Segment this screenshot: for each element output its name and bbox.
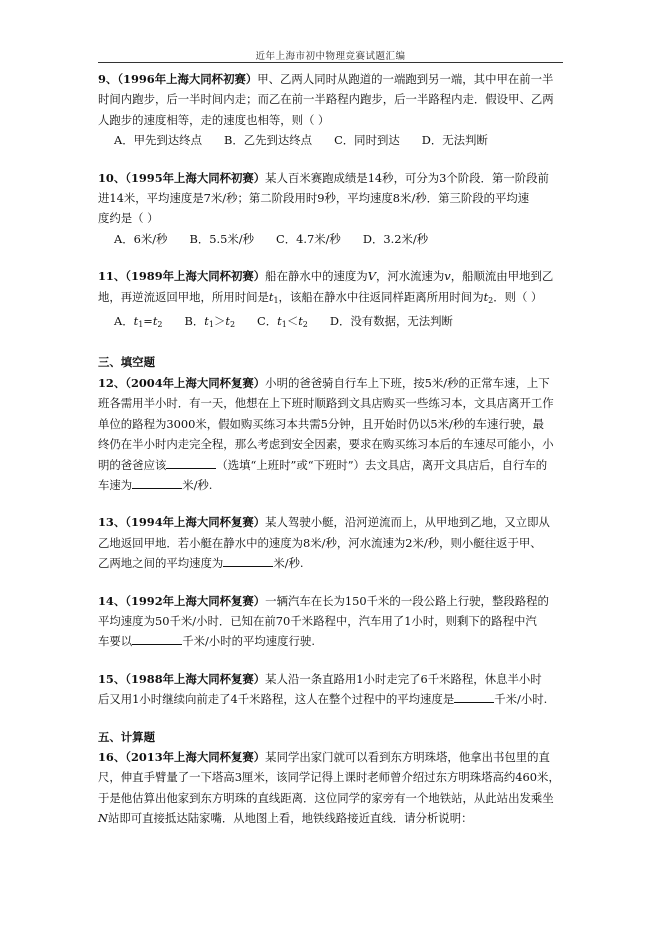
question-text: 某同学出家门就可以看到东方明珠塔，他拿出书包里的直 xyxy=(265,749,550,764)
question-source: （1992年上海大同杯复赛） xyxy=(125,593,266,608)
question-10-line-2: 进14米，平均速度是7米/秒；第二阶段用时9秒，平均速度8米/秒．第三阶段的平均速 xyxy=(98,191,530,206)
option-a xyxy=(114,311,163,335)
answer-blank[interactable] xyxy=(454,689,494,703)
section-heading-fill-in: 三、填空题 xyxy=(98,355,155,370)
relation-sign: = xyxy=(143,314,153,329)
question-text: 明的爸爸应该 xyxy=(98,457,167,472)
question-11-line-1 xyxy=(98,266,568,286)
option-c xyxy=(257,311,308,335)
question-15-line-2 xyxy=(98,689,568,709)
question-16 xyxy=(98,747,568,829)
option-label: C． xyxy=(257,314,278,329)
question-source: （2004年上海大同杯复赛） xyxy=(125,375,266,390)
question-number: 14、 xyxy=(98,593,126,608)
question-text: 某人百米赛跑成绩是14秒，可分为3个阶段．第一阶段前 xyxy=(265,170,549,185)
subscript: 1 xyxy=(273,295,279,305)
question-source: （2013年上海大同杯复赛） xyxy=(125,749,266,764)
question-text: 甲、乙两人同时从跑道的一端跑到另一端，其中甲在前一半 xyxy=(257,72,554,86)
question-16-line-3: 于是他估算出他家到东方明珠的直线距离．这位同学的家旁有一个地铁站，从此站出发乘坐 xyxy=(98,790,554,805)
question-14-line-2: 平均速度为50千米/小时．已知在前70千米路程中，汽车用了1小时，则剩下的路程中汽 xyxy=(98,613,537,628)
option-c: C．同时到达 xyxy=(334,133,400,148)
option-b: B．乙先到达终点 xyxy=(223,133,313,148)
question-text: 船在静水中的速度为 xyxy=(265,269,368,284)
question-number: 15、 xyxy=(98,671,126,686)
question-number: 10、 xyxy=(98,170,126,185)
question-text: 站即可直接抵达陆家嘴．从地图上看，地铁线路接近直线．请分析说明： xyxy=(107,811,473,826)
question-10-line-1 xyxy=(98,168,568,188)
answer-blank[interactable] xyxy=(132,475,182,489)
subscript: 2 xyxy=(302,320,308,330)
question-text: ，该船在静水中往返同样距离所用时间为 xyxy=(278,289,484,304)
question-15-line-1 xyxy=(98,669,568,689)
question-text: 后又用1小时继续向前走了4千米路程，这人在整个过程中的平均速度是 xyxy=(98,692,455,707)
question-10-line-3: 度约是（ ） xyxy=(98,211,159,226)
question-16-line-2: 尺，伸直手臂量了一下塔高3厘米，该同学记得上课时老师曾介绍过东方明珠塔高约460米， xyxy=(98,770,560,785)
question-text: （选填“上班时”或“下班时”）去文具店，离开文具店后，自行车的 xyxy=(216,457,548,472)
question-number: 12、 xyxy=(98,375,126,390)
symbol-t: t xyxy=(225,314,230,329)
question-14 xyxy=(98,591,568,652)
question-text: 车速为 xyxy=(98,477,133,492)
question-text: ．则（ ） xyxy=(493,289,543,304)
question-text: 乙两地之间的平均速度为 xyxy=(98,556,224,571)
page-header: 近年上海市初中物理竞赛试题汇编 xyxy=(255,51,406,62)
question-text: 某人驾驶小艇，沿河逆流而上，从甲地到乙地，又立即从 xyxy=(265,515,550,530)
question-text: ，船顺流由甲地到乙 xyxy=(450,269,554,284)
question-12-line-6 xyxy=(98,475,568,495)
option-b xyxy=(185,311,236,335)
answer-blank[interactable] xyxy=(132,631,182,645)
symbol-N: N xyxy=(98,811,108,826)
option-a: A．甲先到达终点 xyxy=(114,133,202,148)
option-a: A．6米/秒 xyxy=(114,231,168,246)
question-9-options xyxy=(98,130,568,150)
question-text: 地，再逆流返回甲地，所用时间是 xyxy=(98,289,269,304)
question-11 xyxy=(98,266,568,335)
question-text: 一辆汽车在长为150千米的一段公路上行驶，整段路程的 xyxy=(265,593,549,608)
question-14-line-1 xyxy=(98,591,568,611)
question-16-line-4 xyxy=(98,808,568,828)
question-9-line-3: 人跑步的速度相等，走的速度也相等，则（ ） xyxy=(98,112,330,127)
question-13-line-2: 乙地返回甲地．若小艇在静水中的速度为8米/秒，河水流速为2米/秒，则小艇往返于甲、 xyxy=(98,535,542,550)
question-13-line-1 xyxy=(98,512,568,532)
question-text: ，河水流速为 xyxy=(375,269,445,284)
relation-sign: ＜ xyxy=(286,314,299,329)
subscript: 2 xyxy=(157,320,163,330)
option-d: D．无法判断 xyxy=(421,133,488,148)
document-body xyxy=(98,69,568,829)
question-12-line-4: 终仍在半小时内走完全程，那么考虑到安全因素，要求在购买练习本后的车速尽可能小，小 xyxy=(98,437,554,452)
answer-blank[interactable] xyxy=(166,455,216,469)
question-11-options xyxy=(98,311,568,335)
question-15 xyxy=(98,669,568,710)
question-number: 13、 xyxy=(98,515,126,530)
symbol-t: t xyxy=(152,314,158,329)
relation-sign: ＞ xyxy=(213,314,226,329)
question-14-line-3 xyxy=(98,631,568,651)
question-number: 16、 xyxy=(98,749,126,764)
subscript: 1 xyxy=(208,320,214,330)
question-12-line-3: 单位的路程为3000米，假如购买练习本共需5分钟，且开始时仍以5米/秒的车速行驶，最 xyxy=(98,416,544,431)
question-12 xyxy=(98,373,568,495)
option-b: B．5.5米/秒 xyxy=(189,231,254,246)
question-text: 千米/小时. xyxy=(494,692,548,707)
question-number: 11、 xyxy=(98,269,126,284)
question-10-options xyxy=(98,229,568,249)
question-text: 千米/小时的平均速度行驶. xyxy=(182,634,315,649)
question-text: 米/秒. xyxy=(182,477,213,492)
question-source: （1994年上海大同杯复赛） xyxy=(125,515,266,530)
answer-blank[interactable] xyxy=(223,553,273,567)
option-d: D．没有数据，无法判断 xyxy=(329,314,453,329)
subscript: 1 xyxy=(138,320,144,330)
subscript: 2 xyxy=(229,320,236,330)
section-heading-calculation: 五、计算题 xyxy=(98,729,155,744)
symbol-t: t xyxy=(268,289,274,304)
question-text: 小明的爸爸骑自行车上下班，按5米/秒的正常车速，上下 xyxy=(265,375,550,390)
question-text: 米/秒. xyxy=(273,556,304,571)
symbol-t: t xyxy=(277,314,282,329)
question-12-line-2: 班各需用半小时．有一天，他想在上下班时顺路到文具店购买一些练习本，文具店离开工作 xyxy=(98,396,554,411)
header-divider xyxy=(98,62,563,63)
symbol-t: t xyxy=(133,314,139,329)
subscript: 2 xyxy=(488,295,494,305)
question-11-line-2 xyxy=(98,287,568,311)
question-source: （1996年上海大同杯初赛） xyxy=(117,72,258,86)
question-9-line-1 xyxy=(98,69,568,89)
option-label: A． xyxy=(114,314,134,329)
question-16-line-1 xyxy=(98,747,568,767)
question-12-line-5 xyxy=(98,455,568,475)
question-number: 9、 xyxy=(98,72,118,86)
symbol-t: t xyxy=(483,289,489,304)
symbol-t: t xyxy=(298,314,303,329)
option-label: B． xyxy=(184,314,205,329)
question-source: （1989年上海大同杯初赛） xyxy=(125,269,266,284)
question-13-line-3 xyxy=(98,553,568,573)
question-13 xyxy=(98,512,568,573)
subscript: 1 xyxy=(281,320,287,330)
symbol-v: v xyxy=(444,269,451,284)
question-source: （1988年上海大同杯复赛） xyxy=(125,671,266,686)
question-text: 车要以 xyxy=(98,634,133,649)
symbol-V: V xyxy=(367,269,376,284)
symbol-t: t xyxy=(204,314,209,329)
option-d: D．3.2米/秒 xyxy=(362,231,429,246)
question-text: 某人沿一条直路用1小时走完了6千米路程，休息半小时 xyxy=(265,671,542,686)
question-12-line-1 xyxy=(98,373,568,393)
question-9-line-2: 时间内跑步，后一半时间内走；而乙在前一半路程内跑步，后一半路程内走．假设甲、乙两 xyxy=(98,92,554,107)
question-source: （1995年上海大同杯初赛） xyxy=(125,170,266,185)
question-10 xyxy=(98,168,568,250)
question-9 xyxy=(98,69,568,151)
option-c: C．4.7米/秒 xyxy=(275,231,341,246)
